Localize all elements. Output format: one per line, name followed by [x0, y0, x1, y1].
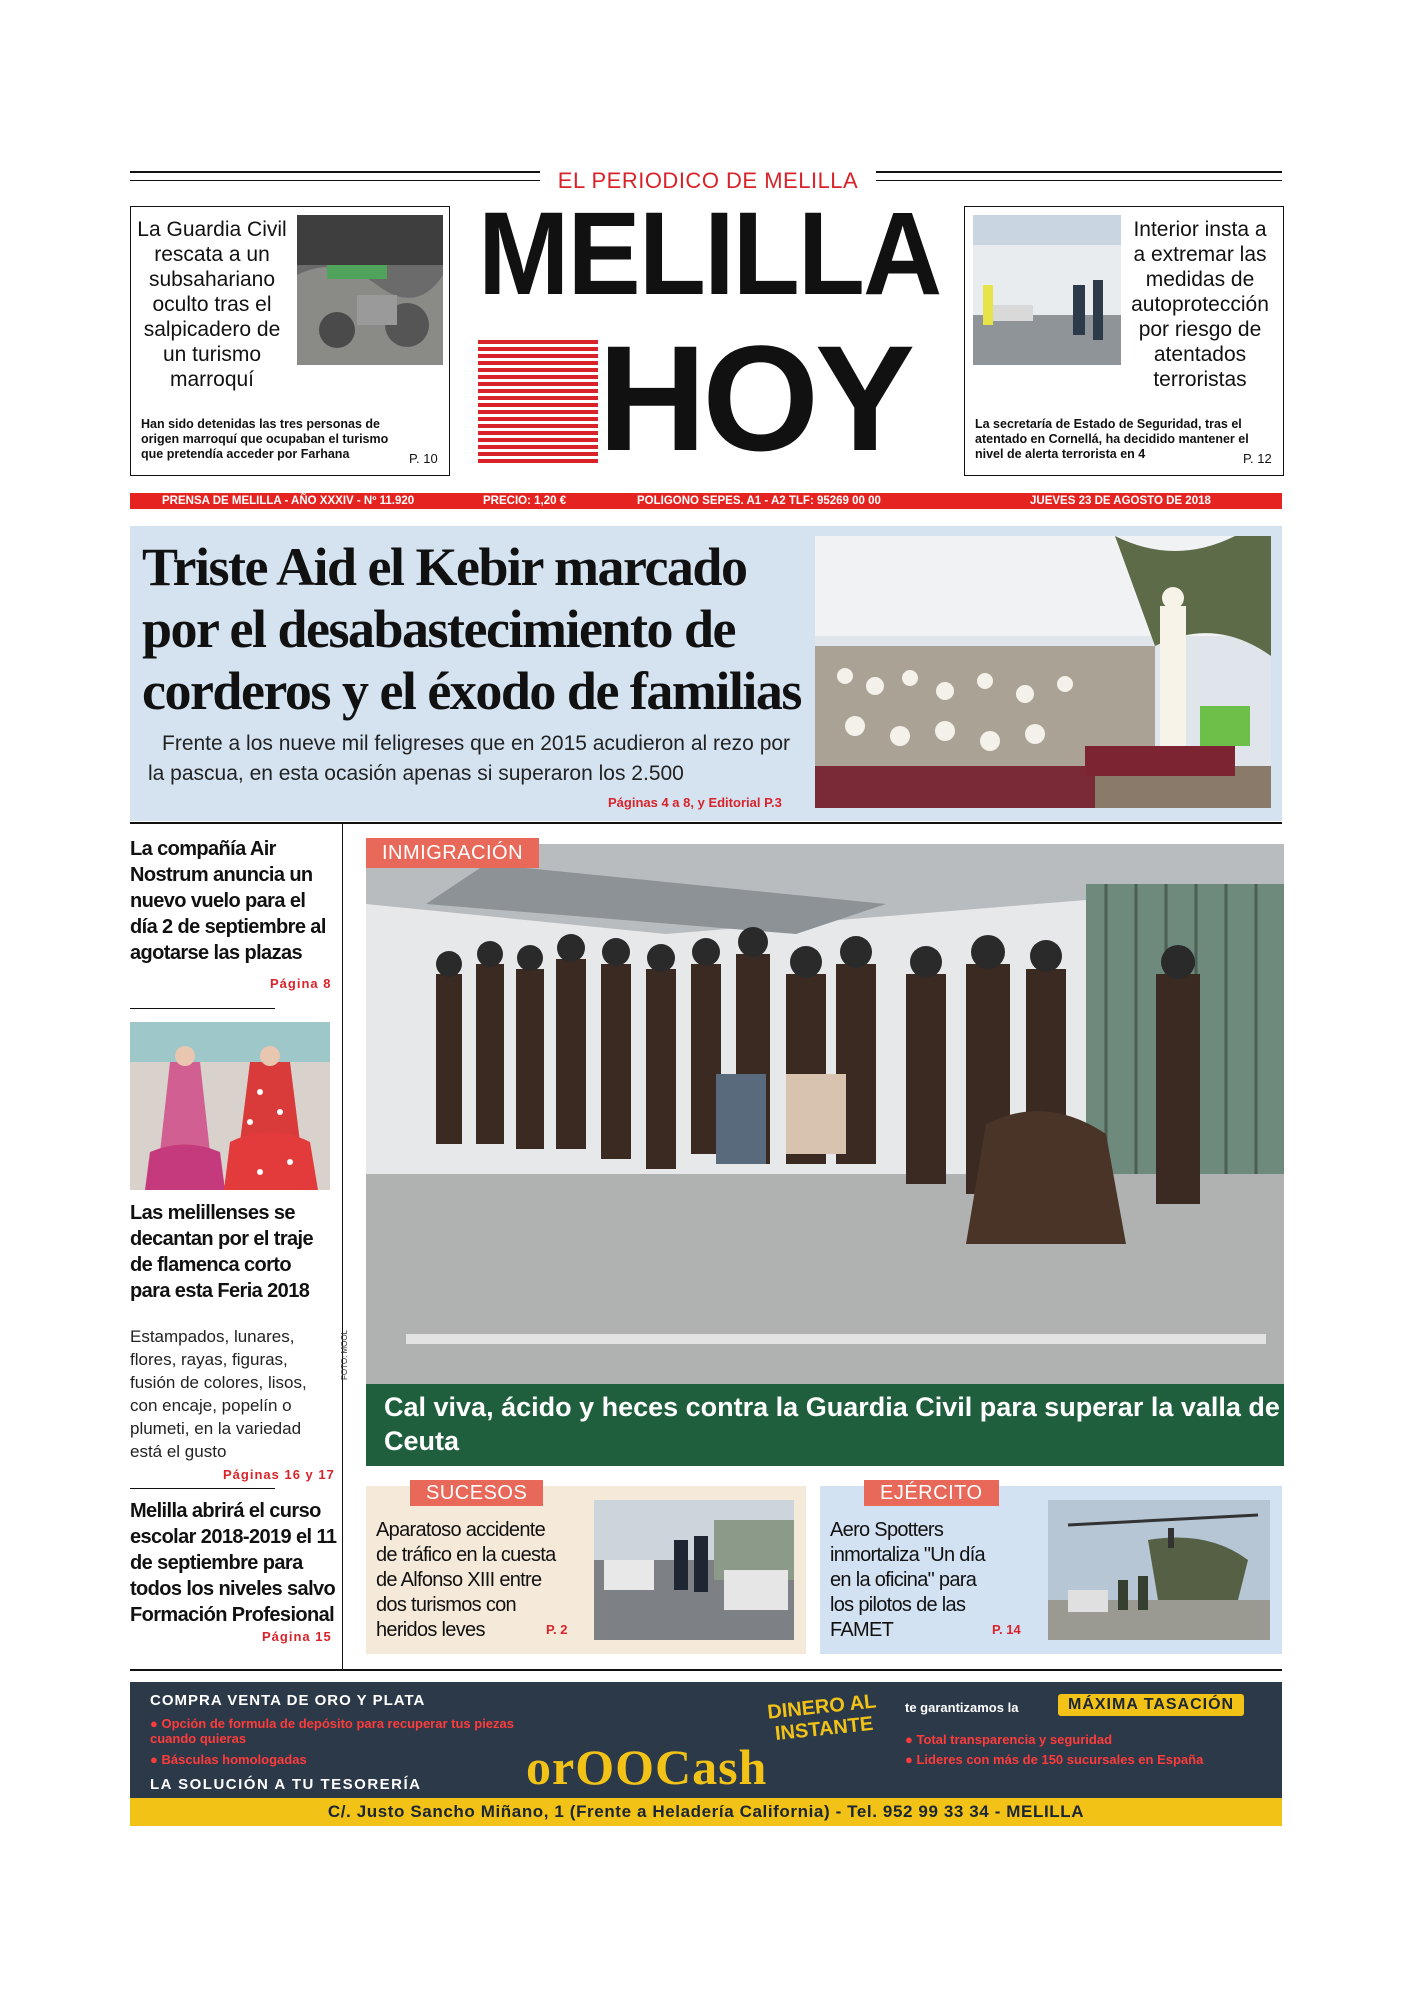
ejercito-section-tag: EJÉRCITO: [864, 1480, 999, 1506]
info-bar: [130, 493, 1282, 509]
ad-bullet1-text: Opción de formula de depósito para recuperar tus piezas cuando quieras: [150, 1716, 514, 1746]
teaser-left-page: P. 10: [409, 451, 438, 466]
sucesos-headline: Aparatoso accidente de tráfico en la cuesta de Alfonso XIII entre dos turismos con heridos leves: [376, 1519, 556, 1641]
sidebar-story1-headline[interactable]: La compañía Air Nostrum anuncia un nuevo vuelo para el día 2 de septiembre al agotarse las plazas: [130, 838, 326, 964]
masthead-rule-right-bottom: [876, 180, 1282, 181]
teaser-left-photo: [297, 215, 443, 365]
ad-bullet1: ● Opción de formula de depósito para recuperar tus piezas cuando quieras: [150, 1716, 514, 1746]
ad-guarantee-badge: MÁXIMA TASACIÓN: [1058, 1694, 1244, 1716]
teaser-left-summary: Han sido detenidas las tres personas de origen marroquí que ocupaban el turismo que pretendía acceder por Farhana: [141, 417, 389, 461]
main-story-photo-credit: FOTO: MOOL: [340, 1329, 349, 1380]
main-story-caption: Cal viva, ácido y heces contra la Guardia Civil para superar la valla de Ceuta: [384, 1392, 1280, 1456]
sidebar-story2-page: Páginas 16 y 17: [223, 1467, 335, 1482]
info-edition: PRENSA DE MELILLA - AÑO XXXIV - Nº 11.920: [162, 495, 415, 507]
box-ejercito[interactable]: [820, 1482, 1282, 1654]
lead-headline: Triste Aid el Kebir marcado por el desabastecimiento de corderos y el éxodo de familias: [142, 537, 801, 721]
ejercito-photo: [1048, 1500, 1270, 1640]
sidebar-story1-page: Página 8: [270, 976, 332, 991]
lead-photo: [815, 536, 1271, 808]
main-story-photo[interactable]: [366, 844, 1284, 1384]
teaser-right-headline: Interior insta a a extremar las medidas de autoprotección por riesgo de atentados terroristas: [1131, 218, 1269, 391]
teaser-left-headline: La Guardia Civil rescata a un subsahariano oculto tras el salpicadero de un turismo marroquí: [137, 218, 287, 391]
sidebar-story2-body: Estampados, lunares, flores, rayas, figuras, fusión de colores, lisos, con encaje, popelín o plumeti, en la variedad está el gusto: [130, 1327, 307, 1461]
masthead-tagline: EL PERIODICO DE MELILLA: [557, 168, 859, 193]
sidebar-divider-1: [130, 1008, 275, 1009]
sidebar-story3-headline[interactable]: Melilla abrirá el curso escolar 2018-2019 el 11 de septiembre para todos los niveles salvo Formación Profesional: [130, 1500, 337, 1626]
lead-subhead: Frente a los nueve mil feligreses que en 2015 acudieron al rezo por la pascua, en esta ocasión apenas si superaron los 2.500: [148, 732, 791, 785]
sidebar-story2-headline[interactable]: Las melillenses se decantan por el traje de flamenca corto para esta Feria 2018: [130, 1202, 314, 1302]
info-date: JUEVES 23 DE AGOSTO DE 2018: [1030, 495, 1211, 507]
masthead-rule-left-top: [130, 171, 540, 173]
teaser-right-photo: [973, 215, 1121, 365]
ad-bullet3-text: Total transparencia y seguridad: [916, 1732, 1113, 1747]
lead-pages: Páginas 4 a 8, y Editorial P.3: [608, 795, 782, 810]
bottom-rule: [130, 1669, 1282, 1671]
logo-melilla: MELILLA: [478, 188, 941, 320]
ad-footer: C/. Justo Sancho Miñano, 1 (Frente a Heladería California) - Tel. 952 99 33 34 - MELILLA: [130, 1798, 1282, 1826]
masthead-rule-right-top: [876, 171, 1282, 173]
sucesos-photo: [594, 1500, 794, 1640]
sidebar-flamenca-photo: [130, 1022, 330, 1190]
main-story-caption-bar[interactable]: [366, 1384, 1284, 1466]
ad-brand: orOOCash: [526, 1739, 768, 1795]
ad-line-bottom: LA SOLUCIÓN A TU TESORERÍA: [150, 1776, 422, 1793]
ejercito-headline: Aero Spotters inmortaliza "Un día en la oficina" para los pilotos de las FAMET: [830, 1519, 985, 1641]
box-sucesos[interactable]: [366, 1482, 806, 1654]
logo-stripes: [478, 340, 598, 465]
ad-slogan: DINERO AL INSTANTE: [766, 1690, 878, 1746]
info-price: PRECIO: 1,20 €: [483, 495, 567, 507]
ad-bullet3: ● Total transparencia y seguridad: [905, 1732, 1113, 1747]
logo-hoy: HOY: [598, 314, 912, 482]
teaser-left[interactable]: [130, 206, 450, 476]
masthead-rule-left-bottom: [130, 180, 540, 181]
sidebar-divider-2: [130, 1488, 275, 1489]
ad-guarantee: te garantizamos la: [905, 1700, 1019, 1715]
ad-line1: COMPRA VENTA DE ORO Y PLATA: [150, 1692, 426, 1709]
teaser-right-page: P. 12: [1243, 451, 1272, 466]
sucesos-page: P. 2: [546, 1622, 568, 1637]
ad-bullet4: ● Lideres con más de 150 sucursales en España: [905, 1752, 1204, 1767]
ejercito-page: P. 14: [992, 1622, 1021, 1637]
sidebar-story3-page: Página 15: [262, 1629, 332, 1644]
info-address: POLIGONO SEPES. A1 - A2 TLF: 95269 00 00: [637, 495, 881, 507]
ad-bullet2-text: Básculas homologadas: [161, 1752, 307, 1767]
teaser-right-summary: La secretaría de Estado de Seguridad, tras el atentado en Cornellá, ha decidido mantener el nivel de alerta terrorista en 4: [975, 417, 1249, 461]
ad-bullet2: ● Básculas homologadas: [150, 1752, 307, 1767]
main-story-section-tag: INMIGRACIÓN: [366, 838, 539, 868]
sucesos-section-tag: SUCESOS: [410, 1480, 543, 1506]
lead-bottom-rule: [130, 822, 1282, 824]
ad-bullet4-text: Lideres con más de 150 sucursales en España: [916, 1752, 1204, 1767]
teaser-right[interactable]: [964, 206, 1284, 476]
left-column-divider: [342, 824, 343, 1669]
orocash-advertisement[interactable]: [130, 1682, 1282, 1826]
